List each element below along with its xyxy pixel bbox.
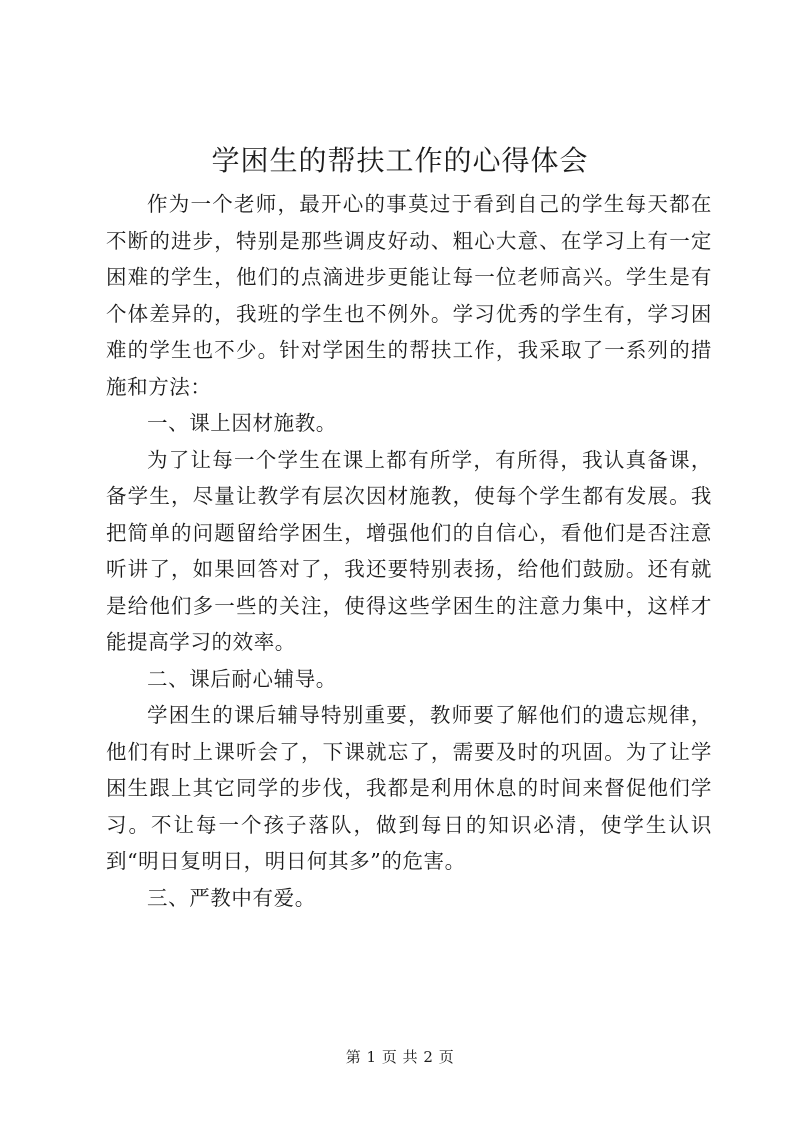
section-paragraph-1: 为了让每一个学生在课上都有所学，有所得，我认真备课，备学生，尽量让教学有层次因材施教，使每个学生都有发展。我把简单的问题留给学困生，增强他们的自信心，看他们是否注意听讲了，如果回答对了，我还要特别表扬，给他们鼓励。还有就是给他们多一些的关注，使得这些学困生的注意力集中，这样才能提高学习的效率。 xyxy=(106,447,712,654)
section-heading-2: 二、课后耐心辅导。 xyxy=(147,666,337,691)
section-heading-3: 三、严教中有爱。 xyxy=(147,885,316,910)
page-footer: 第 1 页 共 2 页 xyxy=(345,1048,455,1066)
section-paragraph-2: 学困生的课后辅导特别重要，教师要了解他们的遗忘规律，他们有时上课听会了，下课就忘了，需要及时的巩固。为了让学困生跟上其它同学的步伐，我都是利用休息的时间来督促他们学习。不让每一个孩子落队，做到每日的知识必清，使学生认识到“明日复明日，明日何其多”的危害。 xyxy=(106,703,712,873)
section-heading-1: 一、课上因材施教。 xyxy=(147,411,337,435)
document-body xyxy=(106,186,712,916)
document-title: 学困生的帮扶工作的心得体会 xyxy=(211,144,589,177)
intro-paragraph: 作为一个老师，最开心的事莫过于看到自己的学生每天都在不断的进步，特别是那些调皮好动、粗心大意、在学习上有一定困难的学生，他们的点滴进步更能让每一位老师高兴。学生是有个体差异的，我班的学生也不例外。学习优秀的学生有，学习困难的学生也不少。针对学困生的帮扶工作，我采取了一系列的措施和方法： xyxy=(106,192,712,399)
